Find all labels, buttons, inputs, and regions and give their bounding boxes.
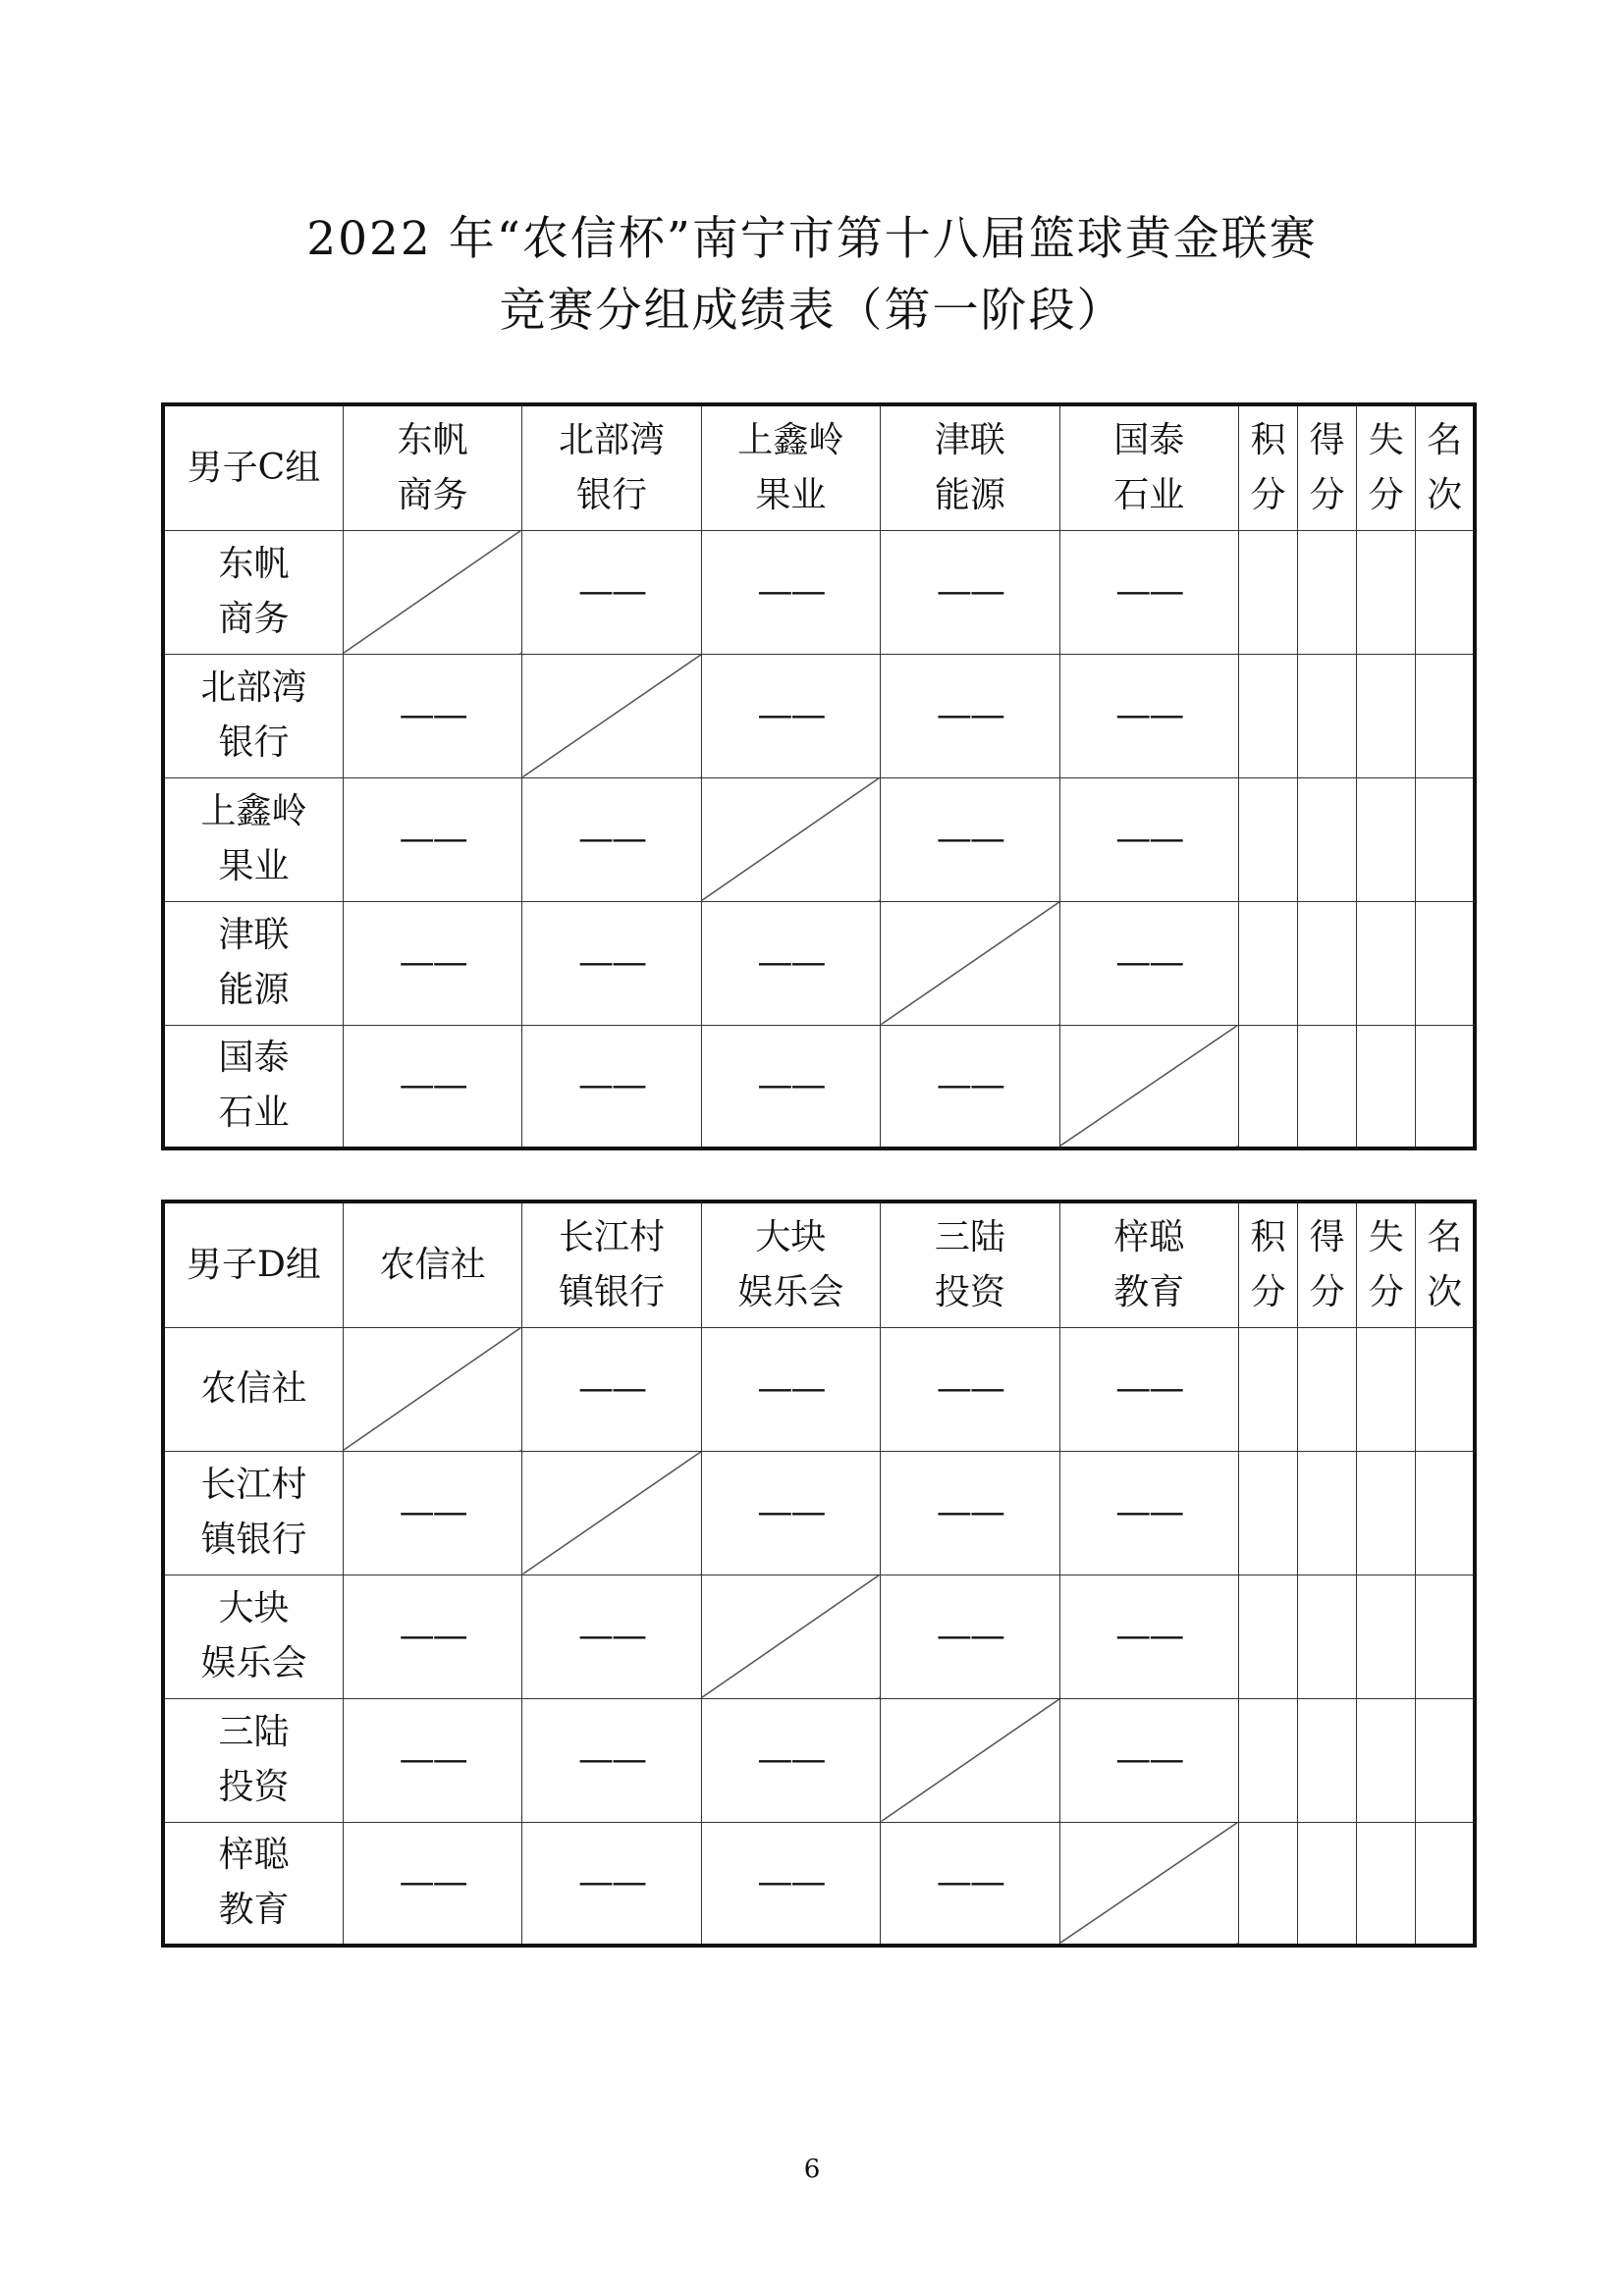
row-team-name <box>163 1575 343 1698</box>
match-result-cell <box>881 1025 1059 1148</box>
score-cell <box>1298 1451 1357 1575</box>
empty-mark: —— <box>757 571 825 612</box>
match-result-cell <box>881 1575 1059 1698</box>
self-match-cell <box>522 1451 701 1575</box>
match-result-cell <box>881 654 1059 777</box>
empty-mark: —— <box>1115 695 1183 735</box>
match-result-cell <box>881 530 1059 654</box>
score-cell <box>1357 1698 1416 1822</box>
cell-text-line: 长江村 <box>200 1465 307 1505</box>
cell-text-line: 教育 <box>218 1890 290 1931</box>
empty-mark: —— <box>757 1739 825 1780</box>
empty-mark: —— <box>399 1739 466 1780</box>
match-result-cell <box>522 1822 701 1946</box>
score-cell <box>1238 1025 1297 1148</box>
empty-mark: —— <box>936 1862 1003 1903</box>
column-team-header <box>1059 404 1238 530</box>
score-cell <box>1238 654 1297 777</box>
score-cell <box>1298 901 1357 1025</box>
match-result-cell <box>343 1025 521 1148</box>
match-result-cell <box>343 1451 521 1575</box>
match-result-cell <box>1059 530 1238 654</box>
empty-mark: —— <box>578 1739 646 1780</box>
team-row <box>163 1575 1475 1698</box>
score-cell <box>1357 654 1416 777</box>
cell-text-line: 娱乐会 <box>200 1643 307 1683</box>
cell-text-line: 镇银行 <box>559 1271 666 1312</box>
team-row <box>163 901 1475 1025</box>
score-column-header <box>1238 1201 1297 1327</box>
match-result-cell <box>522 1025 701 1148</box>
self-match-cell <box>343 1327 521 1451</box>
empty-mark: —— <box>757 1862 825 1903</box>
score-cell <box>1357 1327 1416 1451</box>
match-result-cell <box>343 1822 521 1946</box>
empty-mark: —— <box>757 1065 825 1106</box>
column-team-header <box>343 404 521 530</box>
row-team-name <box>163 1822 343 1946</box>
empty-mark: —— <box>757 942 825 983</box>
empty-mark: —— <box>1115 1492 1183 1532</box>
match-result-cell <box>881 777 1059 901</box>
cell-text-line: 津联 <box>934 419 1005 460</box>
empty-mark: —— <box>757 695 825 735</box>
cell-text-line: 失 <box>1368 419 1404 460</box>
cell-text-line: 津联 <box>218 915 290 955</box>
empty-mark: —— <box>1115 1368 1183 1409</box>
score-cell <box>1357 1822 1416 1946</box>
cell-text-line: 次 <box>1427 474 1463 515</box>
score-cell <box>1238 1575 1297 1698</box>
cell-text-line: 能源 <box>218 970 290 1010</box>
score-cell <box>1416 777 1475 901</box>
empty-mark: —— <box>1115 1616 1183 1656</box>
cell-text-line: 三陆 <box>934 1216 1005 1257</box>
score-cell <box>1238 1822 1297 1946</box>
score-cell <box>1298 777 1357 901</box>
match-result-cell <box>881 1822 1059 1946</box>
match-result-cell <box>522 901 701 1025</box>
score-cell <box>1416 1822 1475 1946</box>
page-number: 6 <box>803 2155 821 2184</box>
score-column-header <box>1357 1201 1416 1327</box>
match-result-cell <box>343 1575 521 1698</box>
score-cell <box>1357 777 1416 901</box>
cell-text-line: 分 <box>1250 1271 1286 1312</box>
cell-text-line: 投资 <box>218 1767 290 1807</box>
match-result-cell <box>701 530 880 654</box>
cell-text-line: 分 <box>1309 1271 1345 1312</box>
cell-text-line: 分 <box>1250 474 1286 515</box>
match-result-cell <box>881 1451 1059 1575</box>
score-cell <box>1416 1451 1475 1575</box>
score-cell <box>1416 1698 1475 1822</box>
cell-text-line: 名 <box>1427 419 1463 460</box>
empty-mark: —— <box>936 1492 1003 1532</box>
score-cell <box>1298 1822 1357 1946</box>
match-result-cell <box>1059 777 1238 901</box>
score-cell <box>1357 1575 1416 1698</box>
row-team-name <box>163 901 343 1025</box>
score-cell <box>1357 1025 1416 1148</box>
empty-mark: —— <box>399 695 466 735</box>
empty-mark: —— <box>578 1862 646 1903</box>
match-result-cell <box>701 654 880 777</box>
column-team-header <box>522 404 701 530</box>
match-result-cell <box>522 777 701 901</box>
score-cell <box>1238 901 1297 1025</box>
cell-text-line: 梓聪 <box>218 1835 290 1876</box>
cell-text-line: 东帆 <box>218 544 290 584</box>
score-cell <box>1238 777 1297 901</box>
score-column-header <box>1298 1201 1357 1327</box>
empty-mark: —— <box>757 1368 825 1409</box>
score-cell <box>1298 1575 1357 1698</box>
column-team-header <box>701 404 880 530</box>
cell-text-line: 东帆 <box>397 419 468 460</box>
cell-text-line: 积 <box>1250 1216 1286 1257</box>
empty-mark: —— <box>578 1368 646 1409</box>
cell-text-line: 国泰 <box>218 1038 290 1079</box>
team-row <box>163 777 1475 901</box>
self-match-cell <box>881 901 1059 1025</box>
score-column-header <box>1357 404 1416 530</box>
score-cell <box>1298 530 1357 654</box>
match-result-cell <box>522 1698 701 1822</box>
cell-text-line: 三陆 <box>218 1712 290 1752</box>
empty-mark: —— <box>1115 819 1183 859</box>
score-cell <box>1357 530 1416 654</box>
score-cell <box>1416 654 1475 777</box>
empty-mark: —— <box>399 1492 466 1532</box>
empty-mark: —— <box>936 1065 1003 1106</box>
score-cell <box>1416 1025 1475 1148</box>
self-match-cell <box>881 1698 1059 1822</box>
empty-mark: —— <box>936 819 1003 859</box>
match-result-cell <box>1059 1698 1238 1822</box>
cell-text-line: 石业 <box>218 1093 290 1134</box>
empty-mark: —— <box>399 942 466 983</box>
column-team-header <box>881 404 1059 530</box>
match-result-cell <box>701 901 880 1025</box>
row-team-name <box>163 654 343 777</box>
match-result-cell <box>701 1451 880 1575</box>
empty-mark: —— <box>757 1492 825 1532</box>
match-result-cell <box>522 530 701 654</box>
row-team-name <box>163 777 343 901</box>
score-cell <box>1416 901 1475 1025</box>
cell-text-line: 农信社 <box>379 1244 486 1285</box>
team-row <box>163 1822 1475 1946</box>
self-match-cell <box>701 1575 880 1698</box>
match-result-cell <box>1059 1451 1238 1575</box>
group-label: 男子C组 <box>163 404 343 530</box>
team-row <box>163 1025 1475 1148</box>
cell-text-line: 教育 <box>1113 1271 1185 1312</box>
cell-text-line: 得 <box>1309 419 1345 460</box>
column-team-header <box>522 1201 701 1327</box>
score-column-header <box>1298 404 1357 530</box>
cell-text-line: 积 <box>1250 419 1286 460</box>
cell-text-line: 国泰 <box>1113 419 1185 460</box>
cell-text-line: 分 <box>1309 474 1345 515</box>
title-line-1: 2022 年“农信杯”南宁市第十八届篮球黄金联赛 <box>306 212 1318 266</box>
group-d-table <box>161 1200 1477 1948</box>
title-line-2: 竞赛分组成绩表（第一阶段） <box>499 284 1125 338</box>
cell-text-line: 银行 <box>576 474 648 515</box>
team-row <box>163 1698 1475 1822</box>
match-result-cell <box>343 1698 521 1822</box>
empty-mark: —— <box>1115 571 1183 612</box>
cell-text-line: 大块 <box>218 1588 290 1629</box>
empty-mark: —— <box>578 1065 646 1106</box>
empty-mark: —— <box>936 1368 1003 1409</box>
empty-mark: —— <box>1115 1739 1183 1780</box>
cell-text-line: 商务 <box>397 474 468 515</box>
empty-mark: —— <box>578 571 646 612</box>
column-team-header <box>1059 1201 1238 1327</box>
empty-mark: —— <box>399 1065 466 1106</box>
row-team-name <box>163 1327 343 1451</box>
score-column-header <box>1416 404 1475 530</box>
match-result-cell <box>343 777 521 901</box>
cell-text-line: 分 <box>1368 474 1404 515</box>
cell-text-line: 石业 <box>1113 474 1185 515</box>
cell-text-line: 得 <box>1309 1216 1345 1257</box>
empty-mark: —— <box>399 819 466 859</box>
match-result-cell <box>1059 1327 1238 1451</box>
match-result-cell <box>1059 901 1238 1025</box>
match-result-cell <box>343 901 521 1025</box>
empty-mark: —— <box>936 571 1003 612</box>
cell-text-line: 娱乐会 <box>737 1271 844 1312</box>
row-team-name <box>163 1698 343 1822</box>
row-team-name <box>163 1451 343 1575</box>
header-row <box>163 404 1475 530</box>
cell-text-line: 银行 <box>218 722 290 763</box>
match-result-cell <box>1059 654 1238 777</box>
empty-mark: —— <box>578 819 646 859</box>
cell-text-line: 北部湾 <box>200 667 307 708</box>
cell-text-line: 能源 <box>934 474 1005 515</box>
team-row <box>163 1451 1475 1575</box>
cell-text-line: 北部湾 <box>559 419 666 460</box>
cell-text-line: 名 <box>1427 1216 1463 1257</box>
score-cell <box>1238 1698 1297 1822</box>
cell-text-line: 镇银行 <box>200 1520 307 1560</box>
header-row <box>163 1201 1475 1327</box>
cell-text-line: 投资 <box>934 1271 1005 1312</box>
self-match-cell <box>343 530 521 654</box>
self-match-cell <box>522 654 701 777</box>
team-row <box>163 654 1475 777</box>
cell-text-line: 分 <box>1368 1271 1404 1312</box>
column-team-header <box>343 1201 521 1327</box>
match-result-cell <box>701 1025 880 1148</box>
match-result-cell <box>701 1327 880 1451</box>
score-cell <box>1416 1575 1475 1698</box>
match-result-cell <box>522 1575 701 1698</box>
cell-text-line: 农信社 <box>200 1368 307 1409</box>
score-cell <box>1238 530 1297 654</box>
cell-text-line: 果业 <box>218 846 290 886</box>
score-cell <box>1298 1698 1357 1822</box>
match-result-cell <box>1059 1575 1238 1698</box>
match-result-cell <box>701 1822 880 1946</box>
score-cell <box>1357 901 1416 1025</box>
cell-text-line: 失 <box>1368 1216 1404 1257</box>
empty-mark: —— <box>936 1616 1003 1656</box>
empty-mark: —— <box>578 942 646 983</box>
cell-text-line: 上鑫岭 <box>200 791 307 831</box>
cell-text-line: 果业 <box>755 474 827 515</box>
score-cell <box>1298 1327 1357 1451</box>
empty-mark: —— <box>936 695 1003 735</box>
score-cell <box>1238 1451 1297 1575</box>
group-c-table <box>161 402 1477 1150</box>
score-cell <box>1357 1451 1416 1575</box>
score-column-header <box>1416 1201 1475 1327</box>
empty-mark: —— <box>1115 942 1183 983</box>
cell-text-line: 次 <box>1427 1271 1463 1312</box>
cell-text-line: 梓聪 <box>1113 1216 1185 1257</box>
cell-text-line: 大块 <box>755 1216 827 1257</box>
self-match-cell <box>1059 1822 1238 1946</box>
group-label: 男子D组 <box>163 1201 343 1327</box>
team-row <box>163 530 1475 654</box>
team-row <box>163 1327 1475 1451</box>
score-cell <box>1298 654 1357 777</box>
match-result-cell <box>522 1327 701 1451</box>
score-cell <box>1416 530 1475 654</box>
score-cell <box>1298 1025 1357 1148</box>
match-result-cell <box>343 654 521 777</box>
empty-mark: —— <box>399 1616 466 1656</box>
row-team-name <box>163 530 343 654</box>
empty-mark: —— <box>399 1862 466 1903</box>
match-result-cell <box>701 1698 880 1822</box>
self-match-cell <box>1059 1025 1238 1148</box>
cell-text-line: 长江村 <box>559 1216 666 1257</box>
cell-text-line: 上鑫岭 <box>737 419 844 460</box>
score-cell <box>1416 1327 1475 1451</box>
self-match-cell <box>701 777 880 901</box>
score-column-header <box>1238 404 1297 530</box>
row-team-name <box>163 1025 343 1148</box>
cell-text-line: 商务 <box>218 599 290 639</box>
column-team-header <box>881 1201 1059 1327</box>
match-result-cell <box>881 1327 1059 1451</box>
column-team-header <box>701 1201 880 1327</box>
score-cell <box>1238 1327 1297 1451</box>
empty-mark: —— <box>578 1616 646 1656</box>
